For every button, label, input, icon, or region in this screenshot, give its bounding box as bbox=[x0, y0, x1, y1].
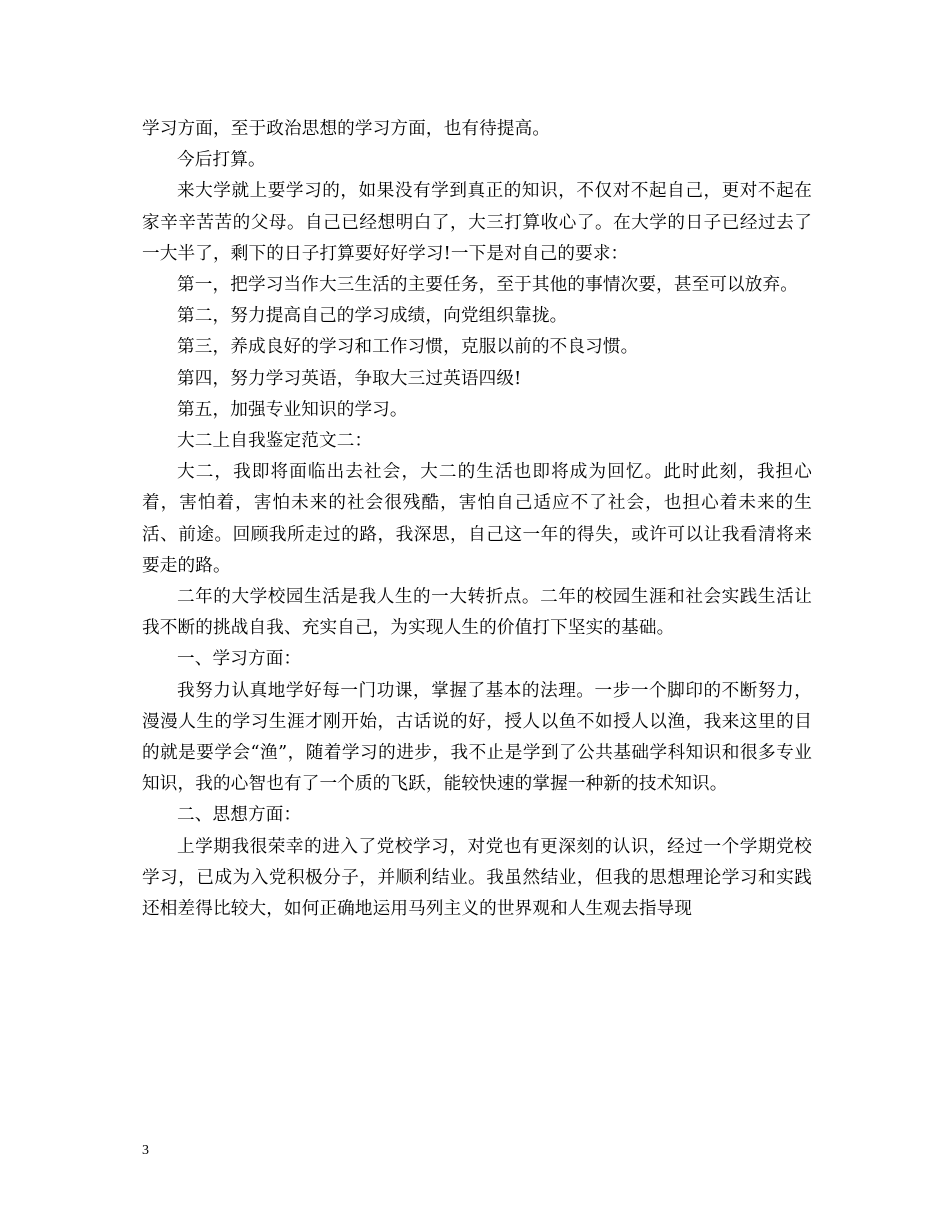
section-title-sample-two: 大二上自我鉴定范文二： bbox=[177, 431, 373, 452]
paragraph: 来大学就上要学习的，如果没有学到真正的知识，不仅对不起自己，更对不起在家辛辛苦苦的父母。自己已经想明白了，大三打算收心了。在大学的日子已经过去了一大半了，剩下的日子打算要好好学习!一下是对自己的要求： bbox=[142, 181, 812, 264]
paragraph-heading-future-plans: 今后打算。 bbox=[177, 150, 266, 171]
paragraph: 学习方面，至于政治思想的学习方面，也有待提高。 bbox=[142, 119, 551, 139]
subheading-study: 一、学习方面： bbox=[177, 649, 302, 670]
paragraph: 我努力认真地学好每一门功课，掌握了基本的法理。一步一个脚印的不断努力，漫漫人生的学习生涯才刚开始，古话说的好，授人以鱼不如授人以渔，我来这里的目的就是要学会“渔”，随着学习的进步，我不止是学到了公共基础学科知识和很多专业知识，我的心智也有了一个质的飞跃，能较快速的掌握一种新的技术知识。 bbox=[142, 680, 812, 795]
list-item-third: 第三，养成良好的学习和工作习惯，克服以前的不良习惯。 bbox=[177, 337, 639, 358]
list-item-fifth: 第五，加强专业知识的学习。 bbox=[177, 399, 408, 420]
body-text bbox=[142, 114, 812, 925]
subheading-ideology: 二、思想方面： bbox=[177, 805, 302, 826]
list-item-second: 第二，努力提高自己的学习成绩，向党组织靠拢。 bbox=[177, 306, 568, 327]
paragraph: 上学期我很荣幸的进入了党校学习，对党也有更深刻的认识，经过一个学期党校学习，已成为入党积极分子，并顺利结业。我虽然结业，但我的思想理论学习和实践还相差得比较大，如何正确地运用马列主义的世界观和人生观去指导现 bbox=[142, 836, 812, 920]
paragraph: 大二，我即将面临出去社会，大二的生活也即将成为回忆。此时此刻，我担心着，害怕着，害怕未来的社会很残酷，害怕自己适应不了社会，也担心着未来的生活、前途。回顾我所走过的路，我深思，自己这一年的得失，或许可以让我看清将来要走的路。 bbox=[142, 462, 812, 576]
page-number: 3 bbox=[142, 1143, 149, 1158]
list-item-first: 第一，把学习当作大三生活的主要任务，至于其他的事情次要，甚至可以放弃。 bbox=[177, 275, 799, 296]
paragraph: 二年的大学校园生活是我人生的一大转折点。二年的校园生涯和社会实践生活让我不断的挑战自我、充实自己，为实现人生的价值打下坚实的基础。 bbox=[142, 587, 812, 639]
list-item-fourth: 第四，努力学习英语，争取大三过英语四级! bbox=[177, 368, 522, 389]
